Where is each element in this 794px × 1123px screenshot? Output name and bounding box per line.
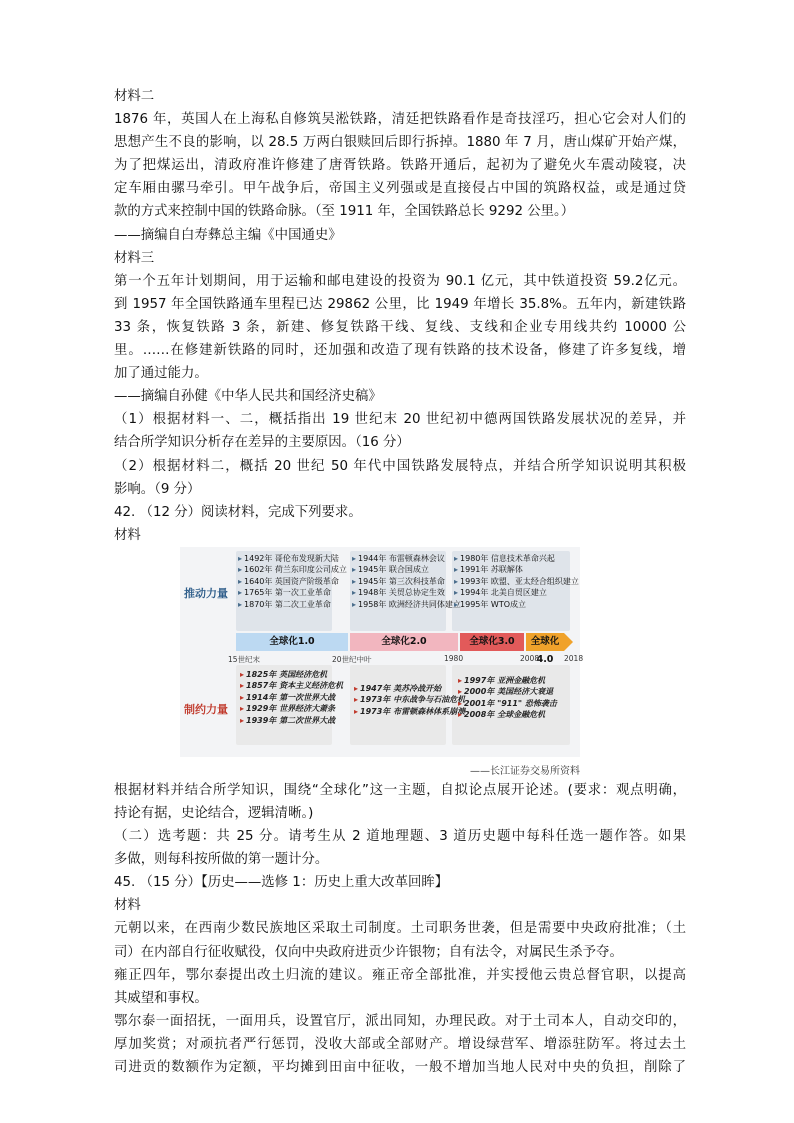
text-line: 45. （15 分）【历史——选修 1：历史上重大改革回眸】: [114, 875, 449, 891]
text-line: 多做，则每科按所做的第一题计分。: [114, 852, 329, 868]
timeline-event: ▸ 2000年 美国经济大衰退: [458, 686, 557, 698]
text-line: 雍正四年，鄂尔泰提出改土归流的建议。雍正帝全部批准，并实授他云贵总督官职，以提高: [114, 967, 686, 983]
timeline-event: ▸ 1492年 哥伦布发现新大陆: [238, 553, 347, 565]
timeline-event: ▸ 1973年 布雷顿森林体系崩溃: [354, 706, 465, 718]
text-line: ——摘编自白寿彝总主编《中国通史》: [114, 227, 342, 243]
timeline-event: ▸ 1945年 联合国成立: [352, 564, 461, 576]
timeline-event: ▸ 1994年 北美自贸区建立: [454, 587, 579, 599]
timeline-event: ▸ 1857年 资本主义经济危机: [240, 680, 343, 692]
text-line: 持论有据，史论结合，逻辑清晰。): [114, 805, 314, 821]
timeline-event: ▸ 1914年 第一次世界大战: [240, 692, 343, 704]
text-line: 思想产生不良的影响，以 28.5 万两白银赎回后即行拆掉。1880 年 7 月，唐山煤矿开始产煤，: [114, 135, 686, 151]
text-line: 厚加奖赏；对顽抗者严行惩罚，没收大部或全部财产。增设绿营军、增添驻防军。将过去土: [114, 1036, 686, 1052]
timeline-event: ▸ 1980年 信息技术革命兴起: [454, 553, 579, 565]
text-line: 款的方式来控制中国的铁路命脉。（至 1911 年，全国铁路总长 9292 公里。）: [114, 204, 575, 220]
timeline-event: ▸ 1602年 荷兰东印度公司成立: [238, 564, 347, 576]
limit-force-label: 制约力量: [184, 702, 228, 716]
text-line: 到 1957 年全国铁路通车里程已达 29862 公里，比 1949 年增长 35.8%。五年内，新建铁路: [114, 296, 686, 312]
material-text-block-b: [114, 779, 686, 1079]
text-line: 司进贡的数额作为定额，平均摊到田亩中征收，一般不增加当地人民对中央的负担，削除了: [114, 1060, 686, 1075]
timeline-event: ▸ 1929年 世界经济大萧条: [240, 703, 343, 715]
text-line: 42. （12 分）阅读材料，完成下列要求。: [114, 504, 362, 520]
text-line: 材料: [114, 527, 141, 543]
timeline-event: ▸ 1640年 英国资产阶级革命: [238, 576, 347, 588]
timeline-event: ▸ 1991年 苏联解体: [454, 564, 579, 576]
globalization-2-bar: 全球化2.0: [350, 633, 458, 651]
timeline-event: ▸ 1948年 关贸总协定生效: [352, 587, 461, 599]
timeline-event: ▸ 1973年 中东战争与石油危机: [354, 694, 465, 706]
push-force-label: 推动力量: [184, 586, 228, 600]
timeline-event: ▸ 1825年 英国经济危机: [240, 669, 343, 681]
timeline-event: ▸ 1995年 WTO成立: [454, 599, 579, 611]
text-line: 司）在内部自行征收赋役，仅向中央政府进贡少许银物；自有法令，对属民生杀予夺。: [114, 944, 623, 960]
timeline-event: ▸ 1870年 第二次工业革命: [238, 599, 347, 611]
text-line: （2）根据材料二，概括 20 世纪 50 年代中国铁路发展特点，并结合所学知识说明其积极: [114, 458, 686, 474]
text-line: 第一个五年计划期间，用于运输和邮电建设的投资为 90.1 亿元，其中铁道投资 59.2亿元。: [114, 273, 686, 289]
text-line: 鄂尔泰一面招抚，一面用兵，设置官厅，派出同知，办理民政。对于土司本人，自动交印的，: [114, 1013, 686, 1029]
text-line: （1）根据材料一、二，概括指出 19 世纪末 20 世纪初中德两国铁路发展状况的差异，并: [114, 412, 686, 428]
text-line: 1876 年，英国人在上海私自修筑吴淞铁路，清廷把铁路看作是奇技淫巧，担心它会对人们的: [114, 112, 686, 128]
tick-label: 20世纪中叶: [332, 654, 372, 664]
globalization-4-bar: 全球化4.0: [526, 633, 564, 651]
push-events-group-3: [454, 553, 579, 611]
globalization-timeline-figure: [180, 547, 584, 779]
tick-label: 1980: [444, 653, 464, 663]
text-line: （二）选考题：共 25 分。请考生从 2 道地理题、3 道历史题中每科任选一题作答。如果: [114, 829, 686, 845]
text-line: 根据材料并结合所学知识，围绕“全球化”这一主题，自拟论点展开论述。(要求：观点明确，: [114, 782, 686, 798]
limit-events-group-3: [458, 675, 557, 721]
globalization-3-bar: 全球化3.0: [460, 633, 524, 651]
limit-events-group-1: [240, 669, 343, 727]
text-line: ——摘编自孙健《中华人民共和国经济史稿》: [114, 389, 382, 405]
timeline-event: ▸ 1947年 美苏冷战开始: [354, 683, 465, 695]
text-line: 定车厢由骡马牵引。甲午战争后，帝国主义列强或是直接侵占中国的筑路权益，或是通过贷: [114, 181, 686, 197]
timeline-event: ▸ 1993年 欧盟、亚太经合组织建立: [454, 576, 579, 588]
timeline-event: ▸ 1958年 欧洲经济共同体建立: [352, 599, 461, 611]
timeline-event: ▸ 1945年 第三次科技革命: [352, 576, 461, 588]
text-line: 材料二: [114, 89, 155, 104]
text-line: 影响。（9 分）: [114, 481, 201, 497]
globalization-1-bar: 全球化1.0: [236, 633, 348, 651]
text-line: 为了把煤运出，清政府准许修建了唐胥铁路。铁路开通后，起初为了避免火车震动陵寝，决: [114, 158, 686, 174]
timeline-event: ▸ 2008年 全球金融危机: [458, 709, 557, 721]
text-line: 里。……在修建新铁路的同时，还加强和改造了现有铁路的技术设备，修建了许多复线，增: [114, 343, 686, 359]
document-page: [114, 85, 686, 1079]
push-events-group-1: [238, 553, 347, 611]
text-line: 结合所学知识分析存在差异的主要原因。（16 分）: [114, 435, 410, 451]
text-line: 元朝以来，在西南少数民族地区采取土司制度。土司职务世袭，但是需要中央政府批准；（土: [114, 921, 686, 937]
text-line: 材料三: [114, 250, 155, 266]
tick-label: 2008: [520, 653, 540, 663]
text-line: 材料: [114, 898, 141, 914]
timeline-event: ▸ 1765年 第一次工业革命: [238, 587, 347, 599]
tick-label: 15世纪末: [228, 654, 261, 664]
figure-source: ——长江证券交易所资料: [470, 765, 580, 777]
limit-events-group-2: [354, 683, 465, 718]
tick-label: 2018: [564, 653, 584, 663]
text-line: 其威望和事权。: [114, 990, 208, 1006]
push-events-group-2: [352, 553, 461, 611]
text-line: 加了通过能力。: [114, 366, 208, 382]
timeline-event: ▸ 1944年 布雷顿森林会议: [352, 553, 461, 565]
material-text-block-a: [114, 85, 686, 547]
timeline-event: ▸ 2001年 "911" 恐怖袭击: [458, 698, 557, 710]
timeline-event: ▸ 1939年 第二次世界大战: [240, 715, 343, 727]
text-line: 33 条，恢复铁路 3 条，新建、修复铁路干线、复线、支线和企业专用线共约 10000 公: [114, 319, 686, 335]
timeline-event: ▸ 1997年 亚洲金融危机: [458, 675, 557, 687]
